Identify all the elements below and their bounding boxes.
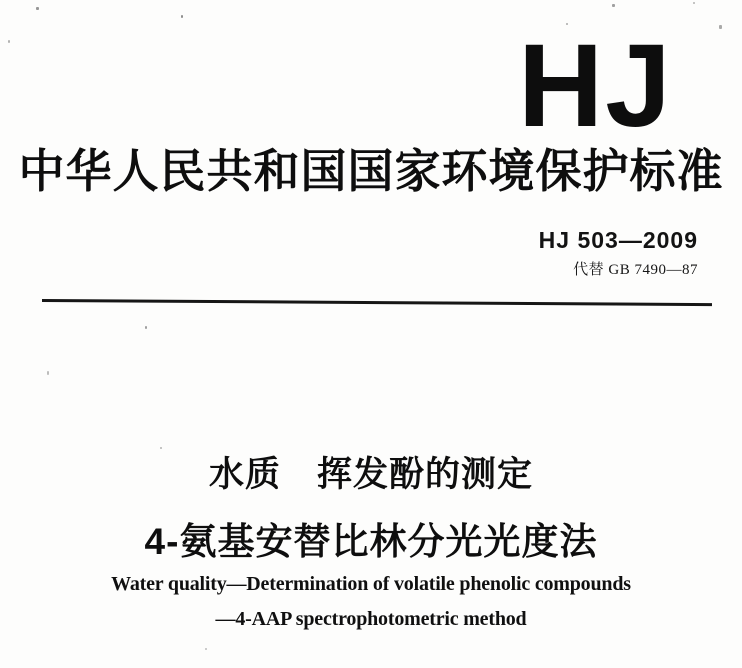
scan-speck: [719, 25, 722, 29]
document-title-en-line2: —4-AAP spectrophotometric method: [215, 608, 527, 630]
scan-speck: [36, 7, 39, 10]
document-title-cn-line1: 水质 挥发酚的测定: [208, 455, 533, 494]
standard-number: HJ 503—2009: [538, 227, 698, 253]
hj-logo: HJ: [518, 20, 673, 152]
scan-speck: [8, 40, 10, 43]
scan-speck: [612, 4, 615, 7]
scan-speck: [181, 15, 183, 18]
standard-number-block: [539, 227, 698, 279]
superseded-standard: 代替 GB 7490—87: [573, 262, 698, 278]
document-title-cn-line2: 4-氨基安替比林分光光度法: [144, 521, 598, 562]
document-title-en-line1: Water quality—Determination of volatile phenolic compounds: [111, 573, 631, 595]
standard-heading: 中华人民共和国国家环境保护标准: [18, 146, 724, 197]
scan-speck: [160, 447, 162, 449]
scan-speck: [693, 2, 695, 4]
scan-speck: [145, 326, 147, 329]
scan-speck: [47, 371, 49, 375]
divider-rule: [42, 299, 712, 306]
scan-speck: [205, 648, 207, 650]
scan-speck: [566, 23, 568, 25]
